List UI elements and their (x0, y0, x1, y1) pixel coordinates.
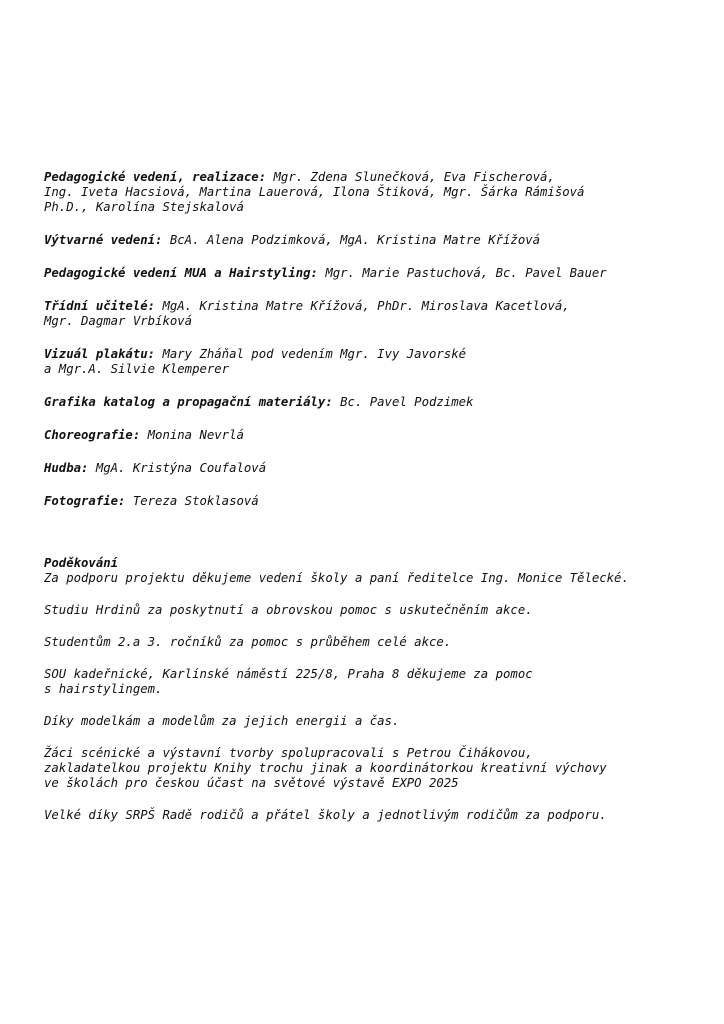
credit-entry (44, 170, 704, 215)
credit-entry (44, 395, 704, 410)
credit-text: BcA. Alena Podzimková, MgA. Kristina Matre Křížová (162, 233, 541, 247)
acknowledgements-heading: Poděkování (44, 556, 119, 570)
credit-text: Mgr. Zdena Slunečková, Eva Fischerová, Ing. Iveta Hacsiová, Martina Lauerová, Ilona Štiková, Mgr. Šárka Rámišová Ph.D., Karolína Stejskalová (44, 170, 585, 214)
acknowledgement-paragraph: Za podporu projektu děkujeme vedení školy a paní ředitelce Ing. Monice Tělecké. (44, 571, 629, 585)
acknowledgements-section (44, 556, 714, 840)
credit-entry (44, 494, 704, 509)
credit-entry (44, 233, 704, 248)
acknowledgement-paragraph: Studiu Hrdinů za poskytnutí a obrovskou pomoc s uskutečněním akce. (44, 603, 533, 617)
acknowledgement-paragraph: Žáci scénické a výstavní tvorby spolupracovali s Petrou Čihákovou, zakladatelkou projektu Knihy trochu jinak a koordinátorkou kreativní výchovy ve školách pro českou účast na světové výstavě EXPO 2025 (44, 746, 607, 790)
credit-label: Pedagogické vedení MUA a Hairstyling: (44, 266, 318, 280)
credit-label: Hudba: (44, 461, 89, 475)
acknowledgement-paragraph: Velké díky SRPŠ Radě rodičů a přátel školy a jednotlivým rodičům za podporu. (44, 808, 607, 822)
credit-label: Choreografie: (44, 428, 141, 442)
credit-label: Výtvarné vedení: (44, 233, 163, 247)
credits-section (44, 170, 704, 527)
credit-label: Fotografie: (44, 494, 126, 508)
credit-entry (44, 461, 704, 476)
credit-text: Mgr. Marie Pastuchová, Bc. Pavel Bauer (317, 266, 607, 280)
credit-text: Mary Zháňal pod vedením Mgr. Ivy Javorské a Mgr.A. Silvie Klemperer (44, 347, 467, 376)
credit-text: Tereza Stoklasová (125, 494, 259, 508)
credit-entry (44, 299, 704, 329)
credit-entry (44, 347, 704, 377)
credit-label: Pedagogické vedení, realizace: (44, 170, 267, 184)
credit-text: MgA. Kristýna Coufalová (88, 461, 267, 475)
acknowledgement-paragraph: Studentům 2.a 3. ročníků za pomoc s průběhem celé akce. (44, 635, 452, 649)
credit-text: MgA. Kristina Matre Křížová, PhDr. Miroslava Kacetlová, Mgr. Dagmar Vrbíková (44, 299, 570, 328)
credit-entry (44, 266, 704, 281)
acknowledgement-paragraph: Díky modelkám a modelům za jejich energii a čas. (44, 714, 400, 728)
credit-text: Bc. Pavel Podzimek (332, 395, 474, 409)
credit-label: Grafika katalog a propagační materiály: (44, 395, 333, 409)
credit-label: Třídní učitelé: (44, 299, 156, 313)
credit-text: Monina Nevrlá (140, 428, 244, 442)
credit-entry (44, 428, 704, 443)
credit-label: Vizuál plakátu: (44, 347, 156, 361)
acknowledgement-paragraph: SOU kadeřnické, Karlínské náměstí 225/8, Praha 8 děkujeme za pomoc s hairstylingem. (44, 667, 533, 696)
